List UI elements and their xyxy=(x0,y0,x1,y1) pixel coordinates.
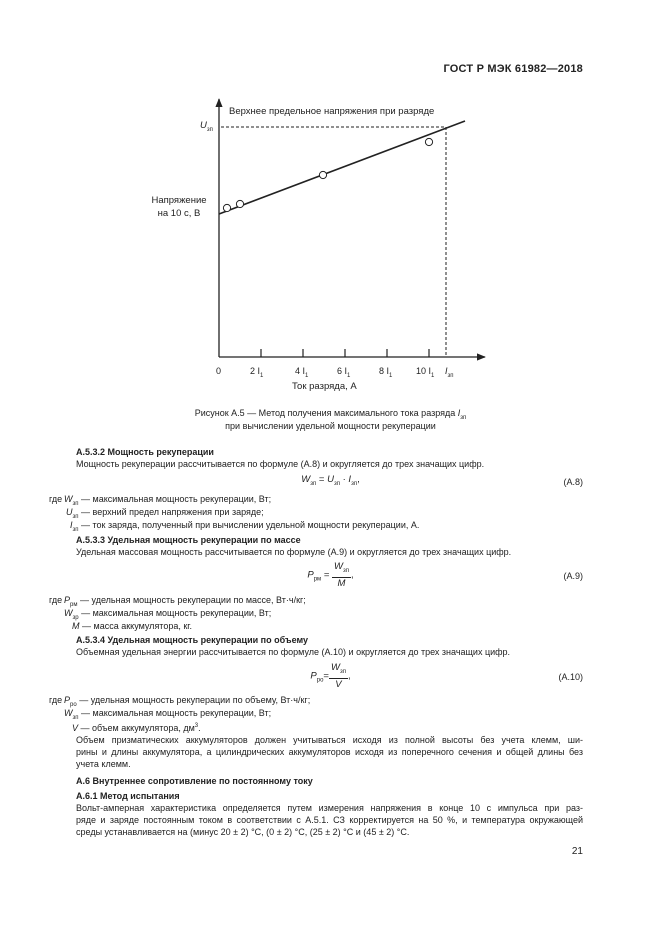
figure-caption-line2: при вычислении удельной мощности рекуперации xyxy=(225,421,436,431)
paragraph-line3: среды устанавливается на (минус 20 ± 2) °С, (0 ± 2) °С, (25 ± 2) °С и (45 ± 2) °С. xyxy=(76,827,410,837)
note-paragraph-line3: учета клемм. xyxy=(76,759,131,769)
y-axis-label: Напряжение на 10 с, В xyxy=(151,195,207,219)
data-point xyxy=(223,204,230,211)
x-tick-label: 10 $I_1$ xyxy=(416,366,435,379)
definition: $W_{зп}$ — максимальная мощность рекуперации, Вт; xyxy=(64,708,272,721)
x-tick-label: 0 xyxy=(216,366,222,376)
section-heading-a532: А.5.3.2 Мощность рекуперации xyxy=(76,447,214,457)
paragraph: Вольт-амперная характеристика определяется путем измерения напряжения в конце 10 с импульса при раз- xyxy=(76,803,583,813)
x-tick-label: 4 $I_1$ xyxy=(295,366,309,379)
definition: M — масса аккумулятора, кг. xyxy=(72,621,192,631)
section-heading-a534: А.5.3.4 Удельная мощность рекуперации по объему xyxy=(76,635,309,645)
paragraph: Объемная удельная энергии рассчитывается по формуле (А.10) и округляется до трех значащих цифр. xyxy=(76,647,511,657)
formula-a10: $P_{ро}=$ $\frac{W_{зп}}{V}$ , xyxy=(310,662,351,690)
x-axis-label: Ток разряда, А xyxy=(292,381,357,392)
page-number: 21 xyxy=(571,846,583,857)
x-tick-label: 2 $I_1$ xyxy=(250,366,264,379)
formula-number: (А.10) xyxy=(558,672,583,682)
x-tick-label: $I_{зп}$ xyxy=(445,366,454,379)
note-paragraph-line2: рины и длины аккумулятора, а цилиндрических аккумуляторов исходя из поперечного сечения и общей длины без xyxy=(76,747,583,757)
definition: $I_{зп}$ — ток заряда, полученный при вычислении удельной мощности рекуперации, А. xyxy=(70,520,420,533)
definition: $P_{рм}$ — удельная мощность рекуперации по массе, Вт·ч/кг; xyxy=(64,595,306,608)
standard-id: ГОСТ Р МЭК 61982—2018 xyxy=(443,63,583,75)
definition: $P_{ро}$ — удельная мощность рекуперации по объему, Вт·ч/кг; xyxy=(64,695,311,708)
formula-number: (А.8) xyxy=(563,477,583,487)
formula-number: (А.9) xyxy=(563,571,583,581)
section-heading-a61: А.6.1 Метод испытания xyxy=(76,791,180,801)
definition: V — объем аккумулятора, $дм^3$. xyxy=(72,723,201,733)
definition: $U_{зп}$ — верхний предел напряжения при заряде; xyxy=(66,507,264,520)
voltage-current-figure xyxy=(0,0,661,400)
figure-caption: Рисунок А.5 — Метод получения максимального тока разряда $I_{зп}$ xyxy=(194,408,467,421)
data-point xyxy=(425,138,432,145)
paragraph: Мощность рекуперации рассчитывается по формуле (А.8) и округляется до трех значащих цифр. xyxy=(76,459,485,469)
fit-line xyxy=(219,121,465,214)
x-tick-label: 8 $I_1$ xyxy=(379,366,393,379)
formula-a8: $W_{зп} = U_{зп} \cdot I_{зп}$, xyxy=(301,474,360,487)
upper-limit-label: Верхнее предельное напряжения при разряде xyxy=(229,106,435,117)
formula-a9: $P_{рм}$ = $\frac{W_{зп}}{M}$ , xyxy=(307,561,354,589)
u-axis-value-label: $U_{зп}$ xyxy=(200,120,213,133)
section-heading-a533: А.5.3.3 Удельная мощность рекуперации по массе xyxy=(76,535,301,545)
note-paragraph: Объем призматических аккумуляторов должен учитываться исходя из полной высоты без учета клемм, ши- xyxy=(76,735,583,745)
definition: $W_{зр}$ — максимальная мощность рекуперации, Вт; xyxy=(64,608,272,621)
data-point xyxy=(319,171,326,178)
where-label: где xyxy=(49,695,63,705)
data-point xyxy=(236,200,243,207)
definition: $W_{зп}$ — максимальная мощность рекуперации, Вт; xyxy=(64,494,272,507)
where-label: где xyxy=(49,595,63,605)
paragraph: Удельная массовая мощность рассчитывается по формуле (А.9) и округляется до трех значащих цифр. xyxy=(76,547,512,557)
paragraph-line2: ряде и заряде постоянным током в соответствии с А.5.1. СЗ корректируется на 50 %, и температура окружающей xyxy=(76,815,583,825)
where-label: где xyxy=(49,494,63,504)
x-tick-label: 6 $I_1$ xyxy=(337,366,351,379)
section-heading-a6: А.6 Внутреннее сопротивление по постоянному току xyxy=(76,776,313,786)
